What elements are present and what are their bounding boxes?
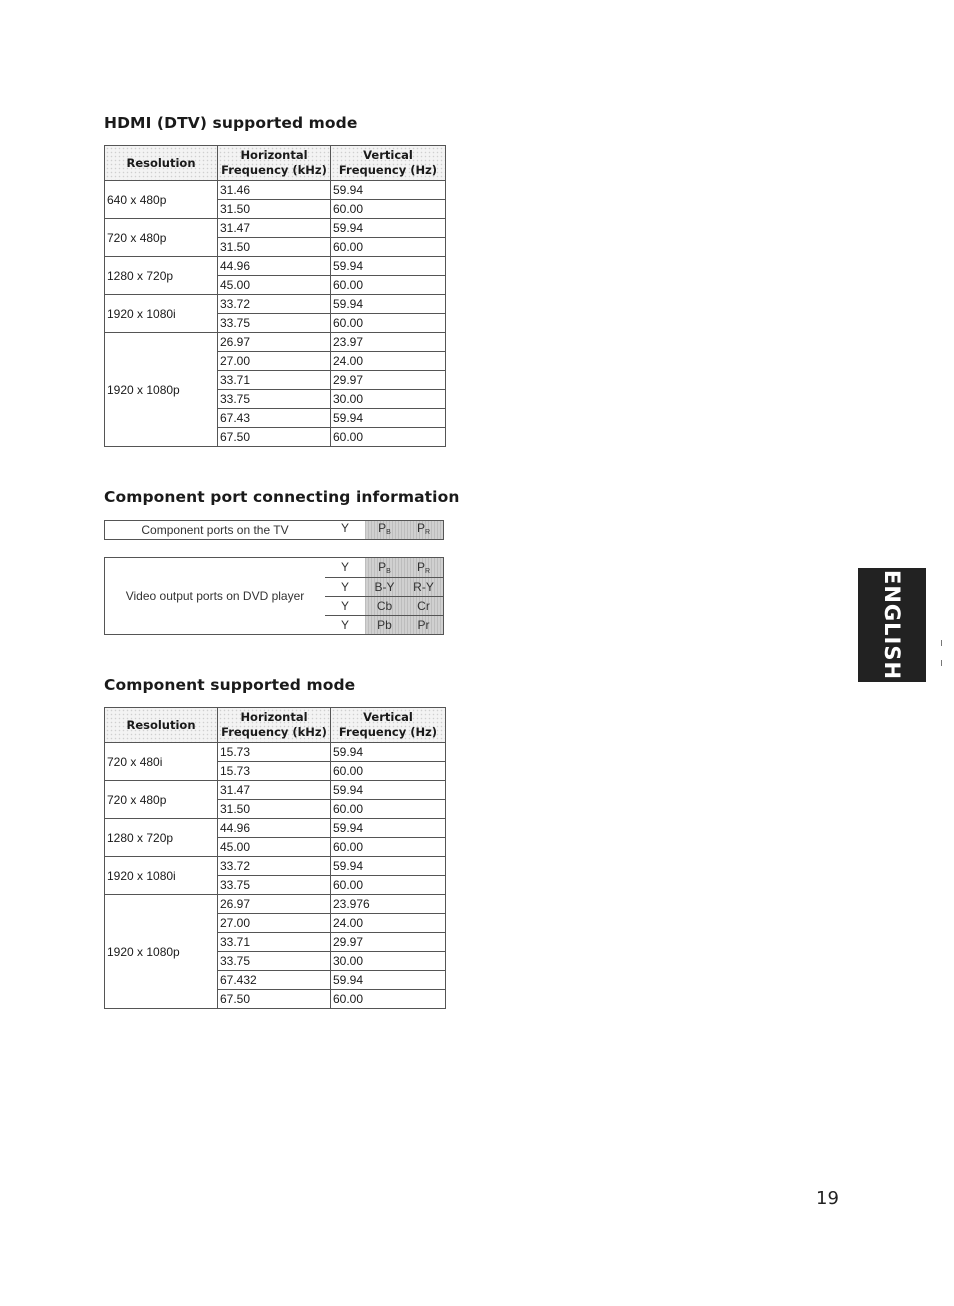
resolution-cell: 1920 x 1080i <box>105 857 218 895</box>
dvd-port-red <box>404 616 443 634</box>
vertical-frequency-cell: 59.94 <box>331 971 446 990</box>
english-language-tab <box>858 568 926 682</box>
table-row <box>105 857 446 876</box>
margin-tick <box>941 640 942 646</box>
resolution-cell: 1920 x 1080p <box>105 333 218 447</box>
table-row <box>105 895 446 914</box>
resolution-cell: 1280 x 720p <box>105 257 218 295</box>
vertical-frequency-cell: 23.97 <box>331 333 446 352</box>
tv-port-y <box>325 521 365 539</box>
horizontal-frequency-cell: 44.96 <box>218 257 331 276</box>
horizontal-frequency-cell: 26.97 <box>218 895 331 914</box>
vertical-frequency-cell: 60.00 <box>331 238 446 257</box>
table-row <box>105 181 446 200</box>
dvd-port-y <box>325 558 365 577</box>
dvd-port-red <box>404 558 443 577</box>
dvd-ports-row <box>104 557 444 635</box>
horizontal-frequency-cell: 31.47 <box>218 219 331 238</box>
resolution-cell: 720 x 480p <box>105 219 218 257</box>
table-header-row <box>105 146 446 181</box>
dvd-port-row <box>325 577 443 596</box>
horizontal-frequency-cell: 33.72 <box>218 295 331 314</box>
tv-port-pr-sub: R <box>424 529 431 536</box>
resolution-cell: 720 x 480p <box>105 781 218 819</box>
horizontal-frequency-cell: 31.47 <box>218 781 331 800</box>
english-tab-label: ENGLISH <box>880 569 904 681</box>
horizontal-frequency-cell: 67.50 <box>218 428 331 447</box>
vertical-frequency-header <box>331 708 446 743</box>
dvd-port-row <box>325 596 443 615</box>
dvd-port-blue-label: Pb <box>377 618 392 632</box>
horizontal-frequency-cell: 15.73 <box>218 743 331 762</box>
table-row <box>105 257 446 276</box>
resolution-header: Resolution <box>105 708 218 743</box>
tv-port-pr-label: P <box>416 521 425 535</box>
horizontal-frequency-cell: 15.73 <box>218 762 331 781</box>
dvd-port-blue <box>365 578 404 596</box>
horizontal-frequency-cell: 33.75 <box>218 314 331 333</box>
dvd-port-row <box>325 615 443 634</box>
page-number: 19 <box>816 1188 839 1209</box>
horizontal-frequency-header <box>218 708 331 743</box>
vertical-frequency-cell: 23.976 <box>331 895 446 914</box>
resolution-header: Resolution <box>105 146 218 181</box>
vertical-frequency-cell: 59.94 <box>331 819 446 838</box>
vertical-frequency-cell: 60.00 <box>331 276 446 295</box>
horizontal-frequency-cell: 31.50 <box>218 200 331 219</box>
vertical-frequency-cell: 29.97 <box>331 371 446 390</box>
component-port-section-title: Component port connecting information <box>104 488 460 506</box>
dvd-port-red-label: R-Y <box>413 580 434 594</box>
vertical-frequency-cell: 29.97 <box>331 933 446 952</box>
horizontal-frequency-header <box>218 146 331 181</box>
vertical-frequency-cell: 60.00 <box>331 762 446 781</box>
horizontal-header-line1: Horizontal <box>240 148 308 162</box>
dvd-port-y-label: Y <box>340 599 349 613</box>
vertical-frequency-cell: 60.00 <box>331 800 446 819</box>
vertical-frequency-cell: 59.94 <box>331 257 446 276</box>
horizontal-header-line2: Frequency (kHz) <box>221 163 327 177</box>
horizontal-frequency-cell: 31.50 <box>218 800 331 819</box>
horizontal-header-line1: Horizontal <box>240 710 308 724</box>
horizontal-frequency-cell: 31.46 <box>218 181 331 200</box>
horizontal-frequency-cell: 33.72 <box>218 857 331 876</box>
dvd-port-red-label: Cr <box>417 599 430 613</box>
table-row <box>105 819 446 838</box>
dvd-port-blue <box>365 558 404 577</box>
horizontal-frequency-cell: 33.75 <box>218 876 331 895</box>
table-row <box>105 333 446 352</box>
horizontal-frequency-cell: 26.97 <box>218 333 331 352</box>
vertical-frequency-cell: 59.94 <box>331 181 446 200</box>
hdmi-section-title: HDMI (DTV) supported mode <box>104 114 358 132</box>
vertical-frequency-cell: 30.00 <box>331 390 446 409</box>
table-row <box>105 219 446 238</box>
resolution-cell: 1920 x 1080i <box>105 295 218 333</box>
tv-port-pb-label: P <box>378 521 387 535</box>
tv-ports-row <box>104 520 444 540</box>
horizontal-frequency-cell: 33.75 <box>218 952 331 971</box>
vertical-frequency-cell: 59.94 <box>331 781 446 800</box>
vertical-frequency-cell: 24.00 <box>331 352 446 371</box>
vertical-frequency-cell: 24.00 <box>331 914 446 933</box>
resolution-cell: 1280 x 720p <box>105 819 218 857</box>
horizontal-frequency-cell: 67.43 <box>218 409 331 428</box>
vertical-frequency-cell: 60.00 <box>331 314 446 333</box>
dvd-port-blue-label: B-Y <box>374 580 395 594</box>
vertical-frequency-cell: 60.00 <box>331 876 446 895</box>
horizontal-header-line2: Frequency (kHz) <box>221 725 327 739</box>
horizontal-frequency-cell: 45.00 <box>218 838 331 857</box>
vertical-frequency-cell: 30.00 <box>331 952 446 971</box>
vertical-frequency-cell: 59.94 <box>331 857 446 876</box>
table-row <box>105 743 446 762</box>
table-header-row <box>105 708 446 743</box>
horizontal-frequency-cell: 33.75 <box>218 390 331 409</box>
dvd-port-red-label: Pr <box>417 618 430 632</box>
horizontal-frequency-cell: 45.00 <box>218 276 331 295</box>
resolution-cell: 720 x 480i <box>105 743 218 781</box>
dvd-port-blue-label: P <box>378 560 387 574</box>
vertical-frequency-cell: 60.00 <box>331 838 446 857</box>
dvd-port-blue-sub: B <box>386 568 391 575</box>
dvd-port-y <box>325 578 365 596</box>
vertical-frequency-cell: 60.00 <box>331 200 446 219</box>
tv-port-y-label: Y <box>340 521 349 535</box>
horizontal-frequency-cell: 44.96 <box>218 819 331 838</box>
vertical-header-line1: Vertical <box>363 148 413 162</box>
tv-port-pr <box>404 521 443 539</box>
vertical-frequency-cell: 60.00 <box>331 990 446 1009</box>
dvd-port-red <box>404 578 443 596</box>
table-row <box>105 781 446 800</box>
horizontal-frequency-cell: 31.50 <box>218 238 331 257</box>
horizontal-frequency-cell: 67.50 <box>218 990 331 1009</box>
component-section-title: Component supported mode <box>104 676 356 694</box>
hdmi-mode-table <box>104 145 446 447</box>
tv-ports-label: Component ports on the TV <box>141 523 289 537</box>
horizontal-frequency-cell: 33.71 <box>218 933 331 952</box>
vertical-frequency-cell: 59.94 <box>331 219 446 238</box>
dvd-port-blue <box>365 597 404 615</box>
horizontal-frequency-cell: 27.00 <box>218 914 331 933</box>
vertical-frequency-cell: 59.94 <box>331 409 446 428</box>
dvd-port-y-label: Y <box>340 580 349 594</box>
resolution-cell: 1920 x 1080p <box>105 895 218 1009</box>
dvd-port-red-sub: R <box>424 568 431 575</box>
dvd-port-red <box>404 597 443 615</box>
component-mode-table <box>104 707 446 1009</box>
vertical-frequency-cell: 59.94 <box>331 295 446 314</box>
dvd-port-y-label: Y <box>340 618 349 632</box>
vertical-frequency-header <box>331 146 446 181</box>
vertical-frequency-cell: 59.94 <box>331 743 446 762</box>
resolution-cell: 640 x 480p <box>105 181 218 219</box>
horizontal-frequency-cell: 27.00 <box>218 352 331 371</box>
tv-ports-cells <box>325 521 443 539</box>
dvd-port-blue <box>365 616 404 634</box>
table-row <box>105 295 446 314</box>
dvd-ports-grid <box>325 558 443 634</box>
dvd-port-y <box>325 597 365 615</box>
dvd-port-blue-label: Cb <box>376 599 393 613</box>
tv-port-pb-sub: B <box>386 529 391 536</box>
vertical-header-line2: Frequency (Hz) <box>338 725 438 739</box>
dvd-port-row <box>325 558 443 577</box>
vertical-frequency-cell: 60.00 <box>331 428 446 447</box>
dvd-port-y-label: Y <box>340 560 349 574</box>
tv-port-pb <box>365 521 404 539</box>
horizontal-frequency-cell: 33.71 <box>218 371 331 390</box>
dvd-ports-label: Video output ports on DVD player <box>125 589 305 603</box>
dvd-port-y <box>325 616 365 634</box>
dvd-port-red-label: P <box>416 560 425 574</box>
margin-tick <box>941 660 942 666</box>
vertical-header-line1: Vertical <box>363 710 413 724</box>
vertical-header-line2: Frequency (Hz) <box>338 163 438 177</box>
horizontal-frequency-cell: 67.432 <box>218 971 331 990</box>
